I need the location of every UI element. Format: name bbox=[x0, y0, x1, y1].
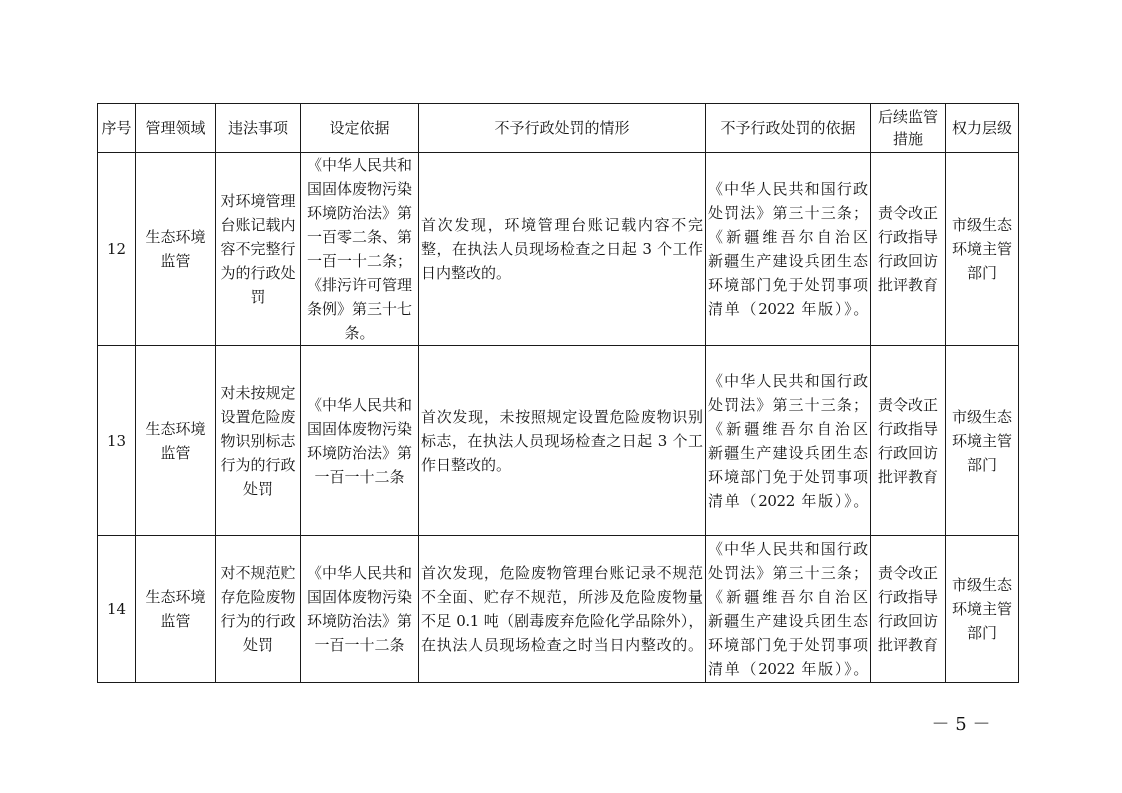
basis-cell bbox=[301, 346, 419, 536]
cell-line: 《新疆维吾尔自治区 bbox=[708, 588, 868, 606]
level-cell bbox=[946, 153, 1019, 346]
circumstance-cell bbox=[419, 153, 706, 346]
cell-line: 不全面、贮存不规范，所涉及危险废物量 bbox=[421, 588, 703, 606]
header-label: 管理领域 bbox=[145, 119, 206, 137]
cell-line: 环境防治法》第 bbox=[306, 443, 412, 462]
cell-line: 生态环境 bbox=[145, 588, 206, 606]
cell-line: 行为的行政 bbox=[220, 455, 296, 474]
cell-line: 环境部门免于处罚事项 bbox=[708, 467, 868, 486]
cell-line: 《中华人民共和国行政 bbox=[708, 540, 868, 558]
cell-line: 罚 bbox=[250, 288, 266, 306]
index-cell bbox=[98, 536, 136, 683]
cell-line: 条例》第三十七 bbox=[306, 300, 412, 318]
exemption-basis-cell bbox=[706, 153, 871, 346]
cell-line: 一百一十二条 bbox=[314, 636, 405, 654]
cell-line: 整，在执法人员现场检查之日起 3 个工作 bbox=[421, 240, 703, 258]
table-row bbox=[98, 536, 1019, 683]
cell-line: 部门 bbox=[966, 264, 997, 282]
cell-line: 首次发现，环境管理台账记载内容不完 bbox=[421, 216, 703, 234]
cell-line: 市级生态 bbox=[951, 216, 1012, 234]
domain-cell bbox=[136, 536, 216, 683]
cell-line: 在执法人员现场检查之时当日内整改的。 bbox=[421, 636, 703, 654]
header-violation bbox=[216, 104, 301, 153]
cell-line: 环境防治法》第 bbox=[306, 612, 412, 630]
cell-line: 处罚 bbox=[242, 636, 273, 654]
cell-line: 设置危险废 bbox=[220, 407, 296, 426]
cell-line: 批评教育 bbox=[877, 467, 938, 486]
cell-line: 责令改正 bbox=[877, 204, 938, 222]
header-label: 不予行政处罚的情形 bbox=[494, 119, 630, 137]
index-cell bbox=[98, 346, 136, 536]
cell-line: 环境部门免于处罚事项 bbox=[708, 636, 868, 654]
cell-line: 容不完整行 bbox=[220, 240, 296, 258]
cell-line: 国固体废物污染 bbox=[306, 419, 412, 438]
cell-line: 标志，在执法人员现场检查之日起 3 个工 bbox=[421, 431, 703, 450]
followup-cell bbox=[871, 346, 946, 536]
level-cell bbox=[946, 536, 1019, 683]
cell-line: 《中华人民共和国行政 bbox=[708, 180, 868, 198]
header-basis bbox=[301, 104, 419, 153]
cell-line: 《中华人民共和 bbox=[306, 156, 412, 174]
table-row bbox=[98, 153, 1019, 346]
basis-cell bbox=[301, 536, 419, 683]
cell-line: 监管 bbox=[160, 252, 191, 270]
cell-line: 环境防治法》第 bbox=[306, 204, 412, 222]
circumstance-cell bbox=[419, 346, 706, 536]
page-number: － 5 － bbox=[931, 714, 991, 735]
cell-line: 处罚法》第三十三条； bbox=[708, 395, 868, 414]
cell-line: 新疆生产建设兵团生态 bbox=[708, 252, 868, 270]
header-followup bbox=[871, 104, 946, 153]
row-index: 14 bbox=[106, 600, 127, 618]
cell-line: 对环境管理 bbox=[220, 192, 296, 210]
cell-line: 行政回访 bbox=[877, 443, 938, 462]
cell-line: 清单（2022 年版）》。 bbox=[708, 300, 868, 318]
cell-line: 环境主管 bbox=[951, 240, 1012, 258]
level-cell bbox=[946, 346, 1019, 536]
cell-line: 行政指导 bbox=[877, 419, 938, 438]
cell-line: 行为的行政 bbox=[220, 612, 296, 630]
cell-line: 生态环境 bbox=[145, 228, 206, 246]
circumstance-cell bbox=[419, 536, 706, 683]
cell-line: 对未按规定 bbox=[220, 383, 296, 402]
exemption-basis-cell bbox=[706, 536, 871, 683]
header-exemption-basis bbox=[706, 104, 871, 153]
violation-cell bbox=[216, 536, 301, 683]
cell-line: 部门 bbox=[966, 455, 997, 474]
cell-line: 市级生态 bbox=[951, 407, 1012, 426]
cell-line: 物识别标志 bbox=[220, 431, 296, 450]
cell-line: 监管 bbox=[160, 443, 191, 462]
cell-line: 环境主管 bbox=[951, 431, 1012, 450]
cell-line: 批评教育 bbox=[877, 276, 938, 294]
cell-line: 不足 0.1 吨（剧毒废弃危险化学品除外）， bbox=[421, 612, 703, 630]
header-label: 措施 bbox=[892, 130, 923, 148]
cell-line: 《排污许可管理 bbox=[306, 276, 412, 294]
cell-line: 生态环境 bbox=[145, 419, 206, 438]
header-level bbox=[946, 104, 1019, 153]
cell-line: 责令改正 bbox=[877, 564, 938, 582]
followup-cell bbox=[871, 536, 946, 683]
cell-line: 一百一十二条； bbox=[306, 252, 412, 270]
basis-cell bbox=[301, 153, 419, 346]
cell-line: 台账记载内 bbox=[220, 216, 296, 234]
cell-line: 行政指导 bbox=[877, 588, 938, 606]
violation-cell bbox=[216, 346, 301, 536]
cell-line: 行政指导 bbox=[877, 228, 938, 246]
domain-cell bbox=[136, 346, 216, 536]
cell-line: 新疆生产建设兵团生态 bbox=[708, 612, 868, 630]
followup-cell bbox=[871, 153, 946, 346]
cell-line: 清单（2022 年版）》。 bbox=[708, 491, 868, 510]
domain-cell bbox=[136, 153, 216, 346]
cell-line: 《中华人民共和 bbox=[306, 564, 412, 582]
cell-line: 条。 bbox=[344, 324, 375, 342]
cell-line: 行政回访 bbox=[877, 252, 938, 270]
header-index bbox=[98, 104, 136, 153]
cell-line: 处罚法》第三十三条； bbox=[708, 564, 868, 582]
cell-line: 《新疆维吾尔自治区 bbox=[708, 228, 868, 246]
cell-line: 环境部门免于处罚事项 bbox=[708, 276, 868, 294]
header-label: 序号 bbox=[101, 119, 132, 137]
cell-line: 《中华人民共和国行政 bbox=[708, 371, 868, 390]
cell-line: 国固体废物污染 bbox=[306, 180, 412, 198]
cell-line: 部门 bbox=[966, 624, 997, 642]
index-cell bbox=[98, 153, 136, 346]
violation-cell bbox=[216, 153, 301, 346]
cell-line: 市级生态 bbox=[951, 576, 1012, 594]
cell-line: 新疆生产建设兵团生态 bbox=[708, 443, 868, 462]
cell-line: 《新疆维吾尔自治区 bbox=[708, 419, 868, 438]
cell-line: 环境主管 bbox=[951, 600, 1012, 618]
header-label: 权力层级 bbox=[951, 119, 1012, 137]
cell-line: 清单（2022 年版）》。 bbox=[708, 660, 868, 678]
table-row bbox=[98, 346, 1019, 536]
row-index: 12 bbox=[106, 240, 127, 258]
exemption-basis-cell bbox=[706, 346, 871, 536]
cell-line: 首次发现，未按照规定设置危险废物识别 bbox=[421, 407, 703, 426]
cell-line: 责令改正 bbox=[877, 395, 938, 414]
row-index: 13 bbox=[106, 431, 127, 450]
cell-line: 为的行政处 bbox=[220, 264, 296, 282]
cell-line: 国固体废物污染 bbox=[306, 588, 412, 606]
header-domain bbox=[136, 104, 216, 153]
cell-line: 对不规范贮 bbox=[220, 564, 296, 582]
header-label: 不予行政处罚的依据 bbox=[720, 119, 856, 137]
header-label: 后续监管 bbox=[877, 108, 938, 126]
cell-line: 行政回访 bbox=[877, 612, 938, 630]
cell-line: 一百零二条、第 bbox=[306, 228, 412, 246]
cell-line: 处罚法》第三十三条； bbox=[708, 204, 868, 222]
cell-line: 处罚 bbox=[242, 479, 273, 498]
header-row bbox=[98, 104, 1019, 153]
header-label: 设定依据 bbox=[329, 119, 390, 137]
header-label: 违法事项 bbox=[227, 119, 288, 137]
penalty-exemption-table bbox=[97, 103, 1019, 683]
cell-line: 日内整改的。 bbox=[421, 264, 512, 282]
header-circumstance bbox=[419, 104, 706, 153]
cell-line: 存危险废物 bbox=[220, 588, 296, 606]
cell-line: 监管 bbox=[160, 612, 191, 630]
cell-line: 首次发现，危险废物管理台账记录不规范 bbox=[421, 564, 703, 582]
cell-line: 批评教育 bbox=[877, 636, 938, 654]
cell-line: 一百一十二条 bbox=[314, 467, 405, 486]
cell-line: 《中华人民共和 bbox=[306, 395, 412, 414]
cell-line: 作日整改的。 bbox=[421, 455, 512, 474]
